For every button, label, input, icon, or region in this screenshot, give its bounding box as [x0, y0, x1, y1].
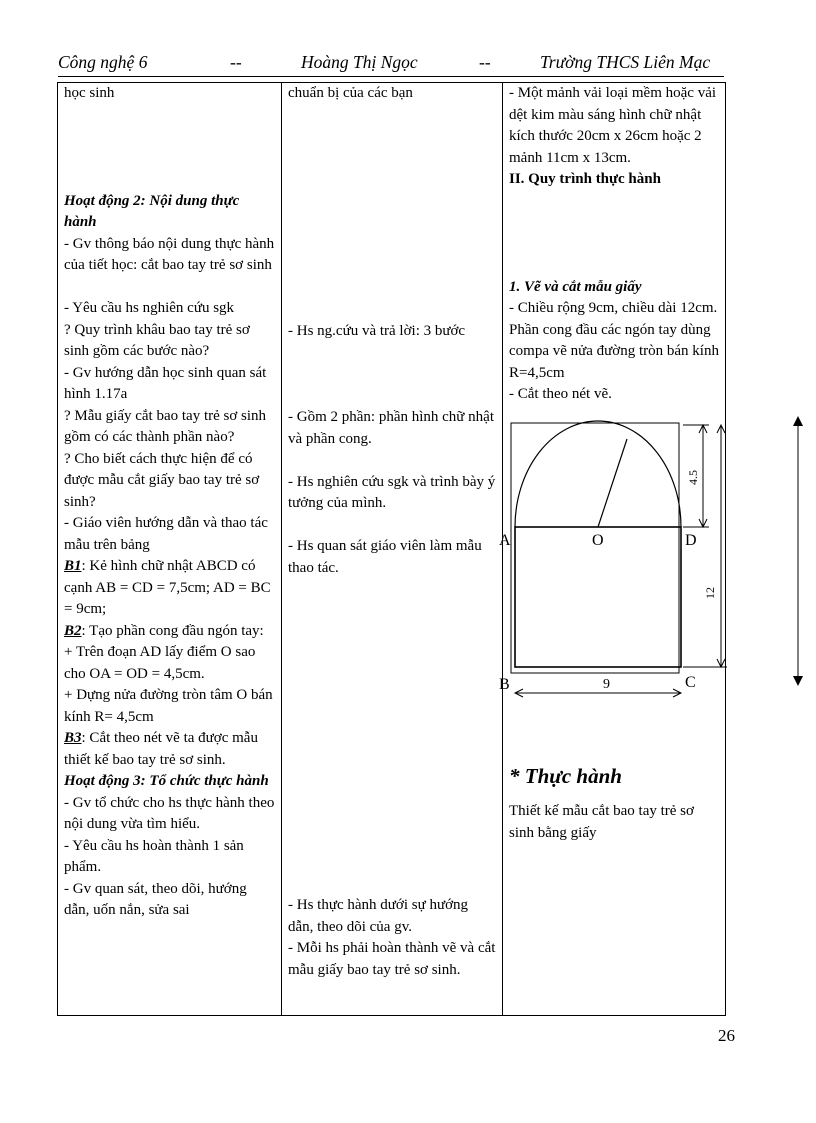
text-line: - Hs ng.cứu và trả lời: 3 bước — [288, 322, 466, 339]
text-line: Thiết kế mẫu cắt bao tay trẻ sơ sinh bằng giấy — [509, 803, 694, 841]
content-column — [499, 83, 726, 1016]
text-line: - Gv hướng dẫn học sinh quan sát hình 1.17a — [64, 364, 267, 402]
header-subject: Công nghệ 6 — [58, 52, 148, 72]
text-line: - Hs quan sát giáo viên làm mẫu thao tác. — [288, 538, 482, 576]
text-line: - Yêu cầu hs nghiên cứu sgk — [64, 300, 235, 316]
text-line: ? Quy trình khâu bao tay trẻ sơ sinh gồm các bước nào? — [64, 321, 250, 359]
text-line: - Gồm 2 phần: phần hình chữ nhật và phần cong. — [288, 409, 495, 447]
semicircle-curve — [515, 421, 681, 527]
text-line: ? Mẫu giấy cắt bao tay trẻ sơ sinh gồm có các thành phần nào? — [64, 407, 267, 445]
header-separator: -- — [479, 52, 491, 72]
step-b3 — [64, 728, 275, 771]
lesson-table — [57, 82, 726, 1016]
dimension-label-bottom: 9 — [603, 677, 610, 692]
text-line: học sinh — [64, 85, 115, 101]
section-2-title: II. Quy trình thực hành — [509, 171, 661, 187]
text-line: - Gv thông báo nội dung thực hành của tiết học: cắt bao tay trẻ sơ sinh — [64, 235, 275, 273]
text-line: - Chiều rộng 9cm, chiều dài 12cm. Phần cong đầu các ngón tay dùng compa vẽ nửa đường tròn bán kính R=4,5cm — [509, 300, 719, 381]
text-line: - Hs nghiên cứu sgk và trình bày ý tưởng của mình. — [288, 473, 496, 511]
header-school: Trường THCS Liên Mạc — [540, 52, 711, 72]
activity-3-title: Hoạt động 3: Tổ chức thực hành — [64, 773, 269, 789]
label-c: C — [685, 674, 696, 691]
dimension-label-side: 12 — [703, 587, 717, 599]
text-line: - Giáo viên hướng dẫn và thao tác mẫu trên bảng — [64, 515, 268, 553]
text-line: + Trên đoạn AD lấy điểm O sao cho OA = OD = 4,5cm. — [64, 644, 256, 682]
activity-2-title: Hoạt động 2: Nội dung thực hành — [64, 192, 240, 230]
text-line: ? Cho biết cách thực hiện để có được mẫu cắt giấy bao tay trẻ sơ sinh? — [64, 450, 260, 510]
text-line: - Gv quan sát, theo dõi, hướng dẫn, uốn nắn, sửa sai — [64, 880, 247, 918]
text-line: - Một mảnh vải loại mềm hoặc vải dệt kim màu sáng hình chữ nhật kích thước 20cm x 26cm hoặc 2 mảnh 11cm x 13cm. — [509, 85, 717, 166]
step-b2 — [64, 621, 275, 643]
text-line: - Yêu cầu hs hoàn thành 1 sản phẩm. — [64, 837, 244, 875]
header-separator: -- — [230, 52, 242, 72]
text-line: + Dựng nửa đường tròn tâm O bán kính R= 4,5cm — [64, 687, 273, 725]
step-b2-text: : Tạo phần cong đầu ngón tay: — [81, 622, 264, 639]
step-b1-text: : Kẻ hình chữ nhật ABCD có cạnh AB = CD = 7,5cm; AD = BC = 9cm; — [64, 558, 271, 617]
student-activity-column — [282, 83, 503, 1016]
radius-line — [598, 439, 627, 527]
double-arrow-marker — [790, 414, 806, 690]
page-header — [58, 52, 724, 77]
header-teacher: Hoàng Thị Ngọc — [301, 52, 418, 72]
glove-pattern-diagram — [499, 421, 739, 721]
teacher-activity-column — [58, 83, 282, 1016]
step-b1 — [64, 556, 275, 621]
text-line: - Cắt theo nét vẽ. — [509, 386, 612, 402]
label-b: B — [499, 676, 510, 693]
step-1-title: 1. Vẽ và cắt mẫu giấy — [509, 278, 642, 295]
text-line: - Gv tổ chức cho hs thực hành theo nội dung vừa tìm hiểu. — [64, 794, 275, 832]
text-line: chuẩn bị của các bạn — [288, 85, 413, 101]
step-b3-text: : Cắt theo nét vẽ ta được mẫu thiết kế bao tay trẻ sơ sinh. — [64, 730, 258, 768]
step-b1-label: B1 — [64, 558, 82, 574]
step-b3-label: B3 — [64, 730, 82, 746]
dimension-label-top: 4.5 — [686, 470, 700, 485]
label-d: D — [685, 532, 697, 549]
practice-heading: * Thực hành — [509, 763, 622, 788]
label-o: O — [592, 532, 604, 549]
text-line: - Hs thực hành dưới sự hướng dẫn, theo dõi của gv. — [288, 897, 469, 935]
label-a: A — [499, 532, 511, 549]
page-number: 26 — [718, 1026, 735, 1045]
step-b2-label: B2 — [64, 622, 82, 639]
text-line: - Mỗi hs phải hoàn thành vẽ và cắt mẫu giấy bao tay trẻ sơ sinh. — [288, 940, 496, 978]
